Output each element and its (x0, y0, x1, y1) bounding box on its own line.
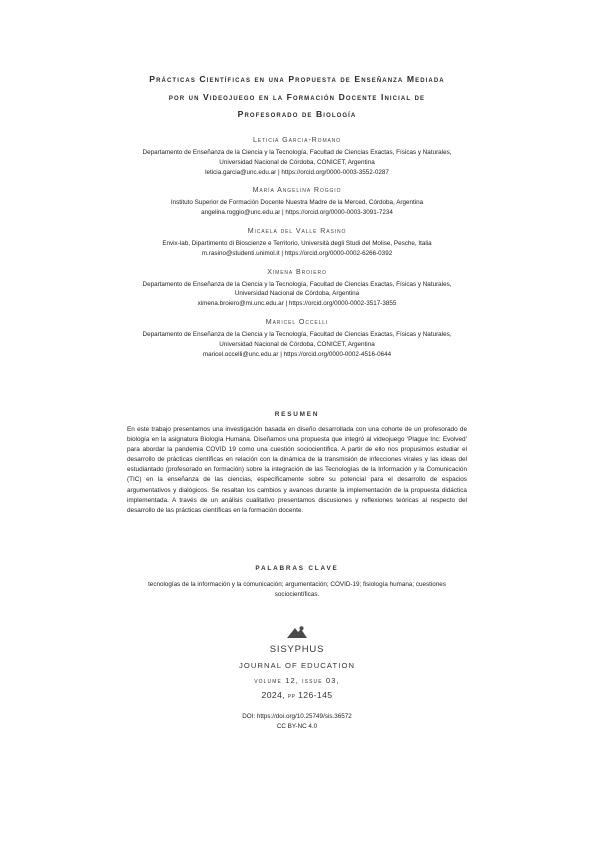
author-affiliation: Universidad Nacional de Córdoba, CONICET, Argentina (219, 340, 375, 348)
license: CC BY-NC 4.0 (276, 723, 318, 730)
author-list (100, 136, 494, 368)
title-line: por un Videojuego en la Formación Docente Inicial de (168, 91, 426, 102)
author-contact: angelina.roggio@unc.edu.ar | https://orcid.org/0000-0003-3091-7234 (201, 209, 393, 217)
issue-number: 03 (325, 676, 337, 685)
author-name: Micaela del Valle Rasino (247, 226, 347, 235)
author-name: María Angelina Roggio (252, 186, 342, 195)
author-affiliation: Instituto Superior de Formación Docente Nuestra Madre de la Merced, Córdoba, Argentina (170, 199, 424, 207)
author-contact: ximena.broiero@mi.unc.edu.ar | https://orcid.org/0000-0002-3517-3855 (197, 300, 397, 308)
issue-label: issue (302, 676, 323, 685)
pages: 126-145 (298, 690, 333, 700)
title-line: Profesorado de Biología (237, 109, 357, 119)
author-block (100, 318, 494, 359)
author-affiliation: Departamento de Enseñanza de la Ciencia y la Tecnología, Facultad de Ciencias Exactas, Físicas y Naturales, (142, 330, 452, 338)
author-affiliation: Universidad Nacional de Córdoba, CONICET, Argentina (219, 158, 375, 166)
author-block (100, 186, 494, 218)
author-name: Ximena Broiero (267, 267, 327, 276)
journal-info (150, 644, 444, 730)
author-affiliation: Departamento de Enseñanza de la Ciencia y la Tecnología, Facultad de Ciencias Exactas, Físicas y Naturales, (142, 149, 452, 156)
doi-link[interactable]: DOI: https://doi.org/10.25749/sis.36572 (242, 713, 352, 720)
year: 2024 (261, 690, 283, 700)
article-title (120, 71, 474, 124)
pages-label: pp (287, 691, 296, 700)
volume-label: volume (254, 676, 282, 685)
author-contact: m.rasino@studenti.unimol.it | https://orcid.org/0000-0002-6266-0392 (201, 249, 393, 257)
author-name: Leticia Garcia-Romano (252, 136, 342, 144)
abstract-heading: RESUMEN (274, 411, 320, 418)
keywords-text: tecnologías de la información y la comunicación; argumentación; COVID-19; fisiología humana; cuestiones sociocientíficas. (148, 581, 446, 598)
journal-year-pages: 2024, pp 126-145 (261, 690, 333, 700)
volume-number: 12 (285, 676, 296, 685)
title-line: Prácticas Científicas en una Propuesta de Enseñanza Mediada (149, 74, 445, 84)
author-affiliation: Universidad Nacional de Córdoba, Argentina (234, 290, 360, 298)
author-contact: leticia.garcia@unc.edu.ar | https://orcid.org/0000-0003-3552-0287 (205, 168, 389, 176)
sisyphus-mountain-icon (287, 626, 307, 638)
author-affiliation: Departamento de Enseñanza de la Ciencia y la Tecnología, Facultad de Ciencias Exactas, Físicas y Naturales, (142, 280, 452, 288)
author-block (100, 268, 494, 309)
author-name: Maricel Occelli (265, 317, 329, 326)
author-block (100, 136, 494, 177)
author-affiliation: Envix-lab, Dipartimento di Bioscienze e Territorio, Università degli Studi del Molise, Pesche, Italia (162, 239, 432, 247)
journal-name: SISYPHUS (269, 644, 325, 655)
journal-subtitle: JOURNAL OF EDUCATION (238, 661, 356, 670)
author-contact: maricel.occelli@unc.edu.ar | https://orcid.org/0000-0002-4516-0644 (202, 350, 392, 358)
author-block (100, 227, 494, 259)
keywords-heading: PALABRAS CLAVE (255, 565, 339, 572)
abstract-text: En este trabajo presentamos una investigación basada en diseño desarrollada con una cohorte de un profesorado de biología en la asignatura Biología Humana. Diseñamos una propuesta que integró al videojuego ‘Plague Inc: Evolved’ para abordar la pandemia COVID 19 como una cuestión sociocientífica. A partir de ello nos propusimos estudiar el desarrollo de prácticas científicas en relación con la dinámica de la transmisión de infecciones virales y las ideas del estudiantado (profesorado en formación) sobre la integración de las Tecnologías de la Información y la Comunicación (TIC) en la enseñanza de las ciencias, específicamente sobre su potencial para el desarrollo de espacios argumentativos y dialógicos. Se resaltan los cambios y avances durante la implementación de la propuesta didáctica implementada. A través de un análisis cualitativo presentamos discusiones y reflexiones teóricas al respecto del desarrollo de las prácticas científicas en la formación docente. (127, 426, 467, 514)
journal-volume-issue: volume 12, issue 03, (254, 676, 340, 685)
